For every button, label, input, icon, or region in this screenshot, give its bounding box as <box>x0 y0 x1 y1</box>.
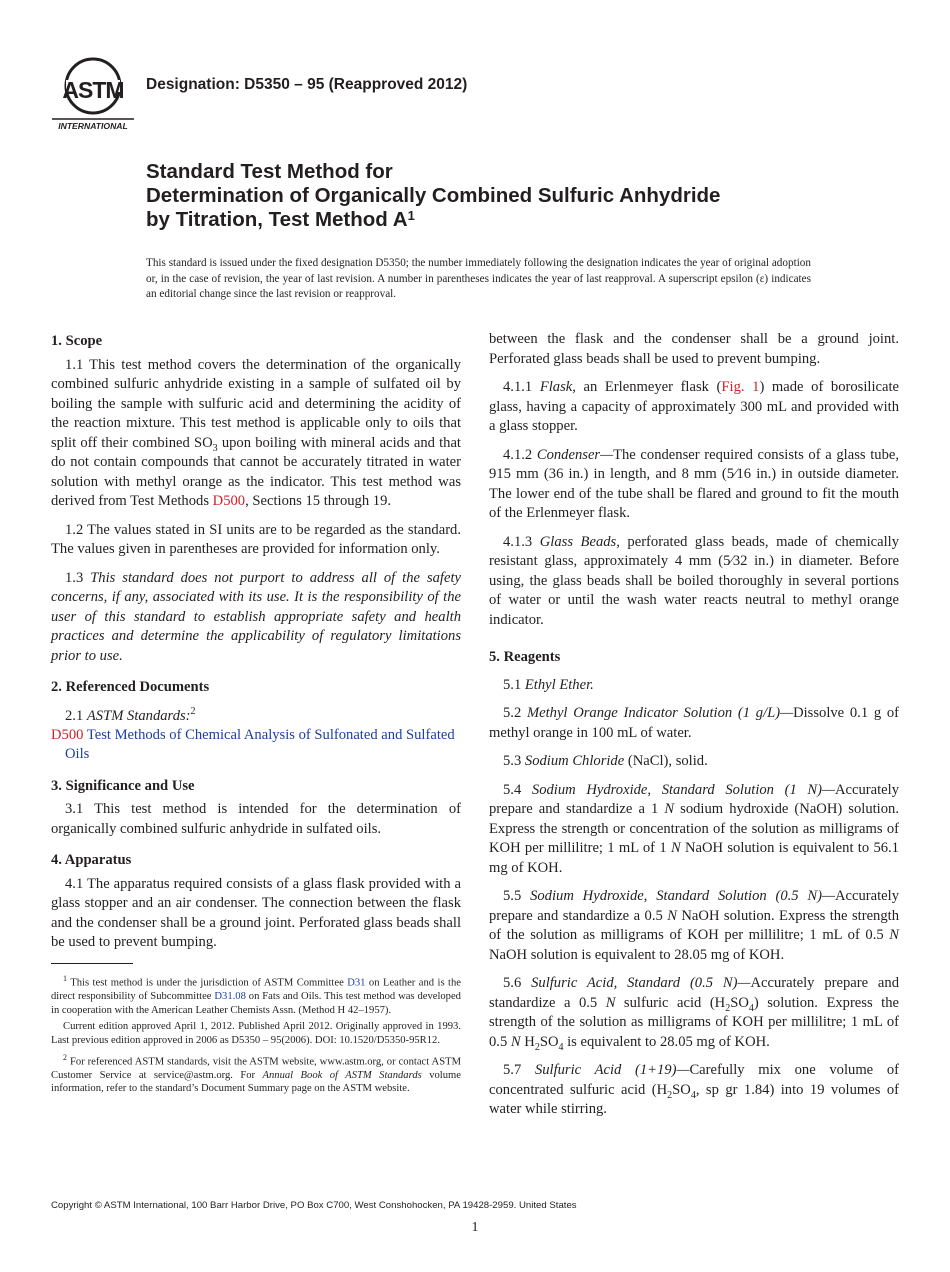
term: Glass Beads, <box>539 533 620 550</box>
text: SO <box>730 994 749 1011</box>
text: on Fats and Oils. This test method was developed in cooperation with the American Leather Chemists Assn. (Method H 42–1957). <box>51 991 461 1016</box>
text: H <box>520 1033 535 1050</box>
text: N <box>889 927 899 943</box>
text: 1.1 This test method covers the determination of the organically combined sulfuric anhydride existing in a sample of sulfated oil by boiling the sample with sulfuric acid and determining the acidity of the reaction mixture. This test method is applicable only to oils that split off their combined SO <box>51 356 461 451</box>
text: NaOH solution is equivalent to 56.1 mg of KOH. <box>489 840 899 876</box>
designation: Designation: D5350 – 95 (Reapproved 2012) <box>146 76 468 93</box>
text: 5.7 <box>503 1062 535 1078</box>
logo-subtext: INTERNATIONAL <box>58 121 128 131</box>
text: Dissolve 0.1 g of methyl orange in 100 mL of water. <box>489 705 899 741</box>
paragraph-4-1-1 <box>489 378 899 437</box>
text: ) solution. Express the strength of the solution as milligrams of KOH per millilitre; 1 mL of 0.5 <box>489 994 899 1050</box>
page-number: 1 <box>471 1220 479 1235</box>
text: 1.3 <box>65 569 91 586</box>
paragraph-5-1 <box>489 676 899 696</box>
title-line-1: Standard Test Method for <box>146 160 393 183</box>
text: This test method is under the jurisdiction of ASTM Committee <box>67 977 348 989</box>
paragraph-1-2: 1.2 The values stated in SI units are to be regarded as the standard. The values given in parentheses are provided for information only. <box>51 521 461 557</box>
link-d31-08[interactable]: D31.08 <box>214 991 246 1003</box>
text: 5.4 <box>503 781 532 798</box>
section-heading-scope: 1. Scope <box>51 333 103 349</box>
term: Sodium Chloride <box>524 753 625 769</box>
link-d500[interactable]: D500 <box>212 493 246 509</box>
term: Sulfuric Acid, Standard (0.5 N)— <box>531 975 751 991</box>
text: 4.1.2 <box>503 446 537 463</box>
reference-d500 <box>51 726 461 765</box>
text: 5.1 <box>503 676 525 693</box>
subscript: 2 <box>667 1089 673 1101</box>
footnotes <box>51 972 461 1099</box>
text: , sp gr 1.84) into 19 volumes of water while stirring. <box>489 1081 899 1117</box>
title-line-3 <box>146 208 906 232</box>
text: N <box>510 1033 521 1050</box>
subscript: 2 <box>534 1041 540 1053</box>
text: 4.1.1 <box>503 379 540 395</box>
text: 5.6 <box>503 975 532 991</box>
paragraph-4-1 <box>51 875 461 951</box>
footnote-divider <box>51 963 133 964</box>
paragraph-1-1 <box>51 356 461 512</box>
term: Condenser— <box>536 446 614 463</box>
copyright: Copyright © ASTM International, 100 Barr Harbor Drive, PO Box C700, West Conshohocken, PA 19428-2959. United States <box>51 1200 577 1211</box>
text: upon boiling with mineral acids and that do not contain compounds that cannot be accurately titrated in water solution with methyl orange as the indicator. This test method was derived from Test Methods <box>51 434 461 509</box>
text: volume information, refer to the standard’s Document Summary page on the ASTM website. <box>51 1069 461 1095</box>
text: N <box>664 801 675 817</box>
paragraph-5-7 <box>489 1061 899 1120</box>
subscript: 4 <box>558 1041 564 1053</box>
right-column <box>489 330 899 1129</box>
title-line-3-text: by Titration, Test Method A <box>146 208 408 231</box>
section-heading-referenced: 2. Referenced Documents <box>51 679 210 695</box>
astm-logo-graphic <box>52 56 134 132</box>
text: 2.1 <box>65 707 87 724</box>
text: Accurately prepare and standardize a 0.5 <box>489 975 899 1011</box>
subscript: 4 <box>748 1002 754 1014</box>
paragraph-5-5 <box>489 887 899 965</box>
footnote-mark: 1 <box>63 974 67 983</box>
paragraph-2-1 <box>51 702 461 726</box>
text: This standard does not purport to address all of the safety concerns, if any, associated with its use. It is the responsibility of the user of this standard to establish appropriate safety and health practices and determine the applicability of regulatory limitations prior to use. <box>51 569 461 664</box>
astm-logo <box>52 56 134 132</box>
text: The condenser required consists of a glass tube, 915 mm (36 in.) in length, and 8 mm (5⁄16 in.) in outside diameter. The lower end of the tube shall be flared and ground to fit the mouth of the Erlenmeyer flask. <box>489 446 899 521</box>
document-title <box>146 160 906 232</box>
text: ) made of borosilicate glass, having a capacity of approximately 300 mL and provided with a glass stopper. <box>489 379 899 434</box>
logo-text: ASTM <box>62 77 124 103</box>
footnote-mark: 2 <box>190 705 196 717</box>
term: Sulfuric Acid (1+19)— <box>534 1062 690 1078</box>
footnote-2 <box>51 1051 461 1096</box>
subscript: 4 <box>690 1089 696 1101</box>
paragraph-5-4 <box>489 781 899 879</box>
text: SO <box>539 1033 559 1050</box>
text: ASTM Standards: <box>86 707 191 724</box>
section-heading-reagents: 5. Reagents <box>489 649 561 665</box>
text: Annual Book of ASTM Standards <box>262 1069 422 1081</box>
link-d500-title[interactable]: Test Methods of Chemical Analysis of Sulfonated and Sulfated Oils <box>65 726 455 763</box>
text: (NaCl), solid. <box>624 753 708 769</box>
text: sodium hydroxide (NaOH) solution. Express the strength or concentration of the solution as milligrams of KOH per millilitre; 1 mL of 1 <box>489 801 899 856</box>
text: SO <box>672 1081 691 1098</box>
title-footnote-mark: 1 <box>407 208 415 223</box>
text: Accurately prepare and standardize a 1 <box>489 781 900 817</box>
term: Methyl Orange Indicator Solution (1 g/L)— <box>526 705 794 721</box>
term: Sodium Hydroxide, Standard Solution (0.5 N)— <box>530 888 835 904</box>
text: N <box>670 840 681 856</box>
paragraph-4-1-continued: between the flask and the condenser shall be a ground joint. Perforated glass beads shall be used to prevent bumping. <box>489 331 899 367</box>
text: NaOH solution is equivalent to 28.05 mg of KOH. <box>489 946 785 963</box>
paragraph-5-3 <box>489 752 899 772</box>
left-column <box>51 330 461 951</box>
paragraph-1-3 <box>51 569 461 667</box>
title-line-2: Determination of Organically Combined Sulfuric Anhydride <box>146 184 721 207</box>
subscript: 3 <box>212 442 218 454</box>
link-fig-1[interactable]: Fig. 1 <box>721 379 760 395</box>
text: on Leather and is the direct responsibility of Subcommittee <box>51 977 461 1003</box>
text: 5.3 <box>503 753 525 769</box>
term: Sodium Hydroxide, Standard Solution (1 N)— <box>531 781 835 798</box>
footnote-1 <box>51 972 461 1017</box>
text: Carefully mix one volume of concentrated sulfuric acid (H <box>489 1062 899 1098</box>
paragraph-5-2 <box>489 704 899 743</box>
text: 5.2 <box>503 705 527 721</box>
text: 4.1 The apparatus required consists of a glass flask provided with a glass stopper and an air condenser. The connection between the flask and the condenser shall be a ground joint. Perforated glass beads shall be used to prevent bumping. <box>51 875 461 951</box>
text: an Erlenmeyer flask ( <box>575 379 722 395</box>
footnote-mark: 2 <box>63 1052 67 1062</box>
subscript: 2 <box>725 1002 731 1014</box>
link-d31[interactable]: D31 <box>347 977 366 989</box>
text: For referenced ASTM standards, visit the ASTM website, www.astm.org, or contact ASTM Customer Service at service@astm.org. For <box>51 1056 461 1081</box>
text: , Sections 15 through 19. <box>245 493 392 509</box>
text: N <box>605 994 616 1011</box>
term: Flask, <box>539 379 576 395</box>
link-d500-ref[interactable]: D500 <box>51 726 84 743</box>
text: perforated glass beads, made of chemically resistant glass, approximately 4 mm (5⁄32 in.) in diameter. Before using, the glass beads shall be boiled thoroughly in several portions of water or until the wash water reacts neutral to methyl orange indicator. <box>489 533 899 628</box>
text: is equivalent to 28.05 mg of KOH. <box>563 1033 770 1050</box>
text: 4.1.3 <box>503 533 540 550</box>
paragraph-4-1-3 <box>489 533 899 631</box>
footnote-edition: Current edition approved April 1, 2012. Published April 2012. Originally approved in 1993. Last previous edition approved in 2006 as D5350 – 95(2006). DOI: 10.1520/D5350-95R12. <box>51 1021 461 1046</box>
issuance-notice: This standard is issued under the fixed designation D5350; the number immediately following the designation indicates the year of original adoption or, in the case of revision, the year of last revision. A number in parentheses indicates the year of last reapproval. A superscript epsilon (ε) indicates an editorial change since the last revision or reapproval. <box>146 257 811 300</box>
text: 5.5 <box>503 888 531 904</box>
term: Ethyl Ether. <box>524 676 594 693</box>
paragraph-3-1: 3.1 This test method is intended for the determination of organically combined sulfuric anhydride in sulfated oils. <box>51 801 461 837</box>
section-heading-apparatus: 4. Apparatus <box>51 852 132 869</box>
paragraph-4-1-2 <box>489 446 899 524</box>
paragraph-5-6 <box>489 974 899 1052</box>
text: sulfuric acid (H <box>615 994 726 1011</box>
text: NaOH solution. Express the strength of the solution as milligrams of KOH per millilitre; 1 mL of 0.5 <box>489 907 899 943</box>
section-heading-significance: 3. Significance and Use <box>51 777 195 794</box>
text: Accurately prepare and standardize a 0.5 <box>489 888 899 924</box>
text: N <box>667 907 677 924</box>
